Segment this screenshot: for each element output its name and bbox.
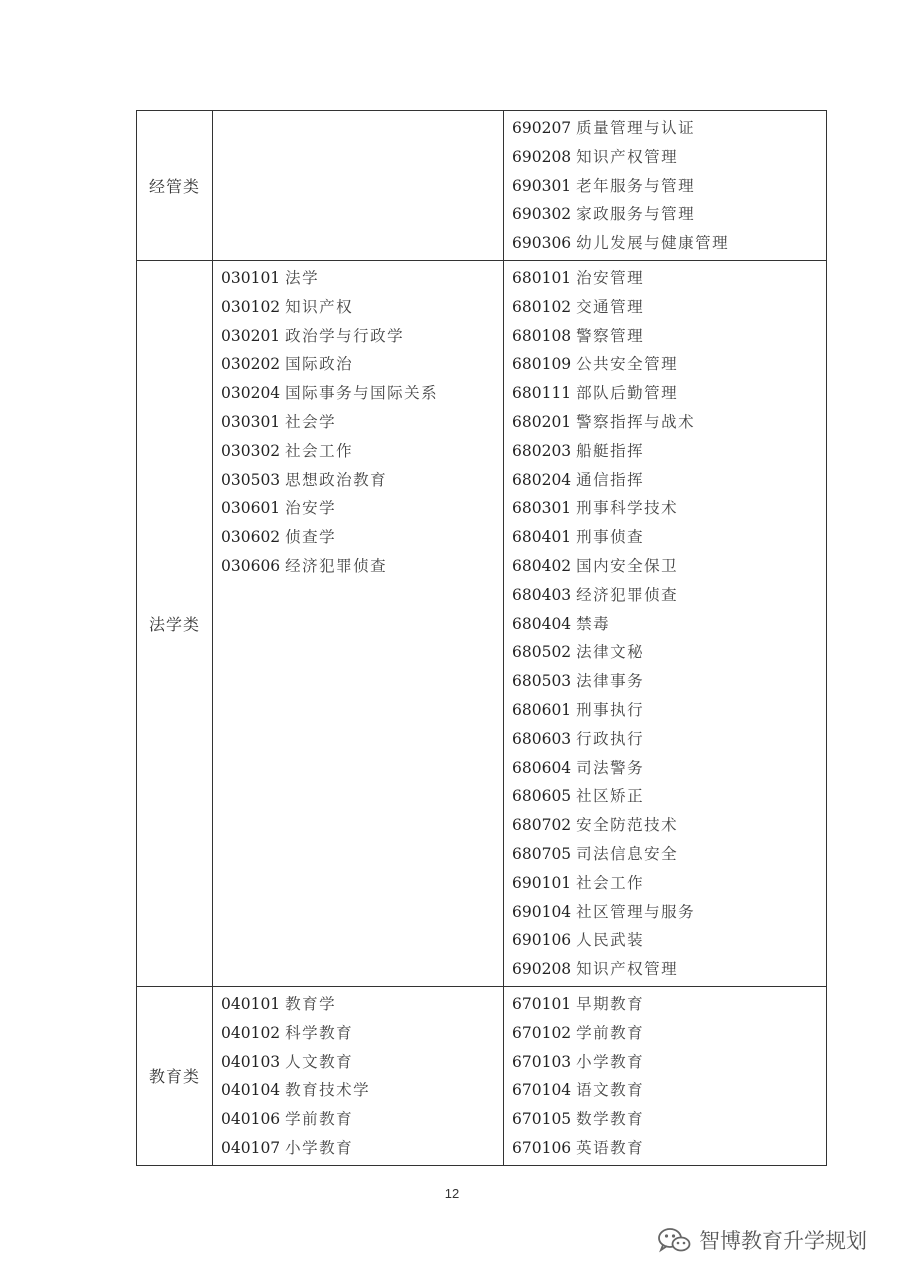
major-code: 680403 bbox=[512, 585, 572, 604]
major-code: 690106 bbox=[512, 931, 572, 950]
major-item bbox=[213, 466, 503, 495]
major-name: 部队后勤管理 bbox=[576, 384, 679, 403]
major-name: 交通管理 bbox=[576, 297, 645, 316]
major-code: 030302 bbox=[221, 441, 281, 460]
major-code: 670102 bbox=[512, 1023, 572, 1042]
watermark bbox=[655, 1224, 867, 1256]
major-name: 人民武装 bbox=[576, 931, 645, 950]
major-item bbox=[504, 408, 826, 437]
major-item bbox=[213, 523, 503, 552]
major-item bbox=[504, 754, 826, 783]
major-code: 670101 bbox=[512, 994, 572, 1013]
major-name: 社会工作 bbox=[576, 873, 645, 892]
major-item bbox=[504, 1076, 826, 1105]
major-name: 教育技术学 bbox=[285, 1081, 371, 1100]
major-code: 690208 bbox=[512, 960, 572, 979]
major-name: 政治学与行政学 bbox=[285, 326, 405, 345]
major-code: 030503 bbox=[221, 470, 281, 489]
major-name: 社会学 bbox=[285, 412, 337, 431]
major-item bbox=[213, 1134, 503, 1163]
major-item bbox=[504, 898, 826, 927]
major-code: 680204 bbox=[512, 470, 572, 489]
major-item bbox=[213, 322, 503, 351]
major-item bbox=[504, 782, 826, 811]
major-code: 680111 bbox=[512, 384, 572, 403]
undergraduate-major-list bbox=[213, 260, 504, 986]
major-code: 680108 bbox=[512, 326, 572, 345]
major-code: 680702 bbox=[512, 816, 572, 835]
major-name: 语文教育 bbox=[576, 1081, 645, 1100]
major-name: 社区矫正 bbox=[576, 787, 645, 806]
table-row bbox=[137, 260, 827, 986]
major-name: 经济犯罪侦查 bbox=[285, 556, 388, 575]
major-item bbox=[213, 379, 503, 408]
major-item bbox=[504, 840, 826, 869]
table-body bbox=[137, 111, 827, 1166]
major-item bbox=[504, 638, 826, 667]
major-name: 质量管理与认证 bbox=[576, 119, 696, 137]
major-name: 船艇指挥 bbox=[576, 441, 645, 460]
major-code: 040107 bbox=[221, 1138, 281, 1157]
major-item bbox=[504, 379, 826, 408]
major-code: 690208 bbox=[512, 147, 572, 166]
major-name: 早期教育 bbox=[576, 994, 645, 1013]
major-item bbox=[504, 811, 826, 840]
major-name: 法律事务 bbox=[576, 672, 645, 691]
major-name: 警察指挥与战术 bbox=[576, 412, 696, 431]
major-item bbox=[504, 114, 826, 143]
major-item bbox=[504, 1048, 826, 1077]
major-code: 680402 bbox=[512, 556, 572, 575]
major-code: 690104 bbox=[512, 902, 572, 921]
major-name: 学前教育 bbox=[285, 1110, 354, 1129]
major-name: 国内安全保卫 bbox=[576, 556, 679, 575]
major-item bbox=[504, 1134, 826, 1163]
major-code: 030602 bbox=[221, 528, 281, 547]
major-code: 030601 bbox=[221, 499, 281, 518]
major-item bbox=[213, 437, 503, 466]
major-code: 030301 bbox=[221, 412, 281, 431]
category-cell: 法学类 bbox=[137, 260, 213, 986]
major-code: 690302 bbox=[512, 205, 572, 224]
major-item bbox=[213, 1105, 503, 1134]
major-item bbox=[504, 350, 826, 379]
majors-table bbox=[136, 110, 827, 1166]
major-code: 680503 bbox=[512, 672, 572, 691]
major-code: 680604 bbox=[512, 758, 572, 777]
major-item bbox=[213, 350, 503, 379]
major-name: 知识产权管理 bbox=[576, 147, 679, 166]
major-name: 法学 bbox=[285, 268, 320, 287]
major-name: 禁毒 bbox=[576, 614, 611, 633]
major-name: 司法警务 bbox=[576, 758, 645, 777]
page-number: 12 bbox=[444, 1186, 460, 1201]
major-name: 法律文秘 bbox=[576, 643, 645, 662]
major-item bbox=[504, 581, 826, 610]
category-cell: 教育类 bbox=[137, 986, 213, 1165]
major-code: 680605 bbox=[512, 787, 572, 806]
major-name: 通信指挥 bbox=[576, 470, 645, 489]
major-name: 社区管理与服务 bbox=[576, 902, 696, 921]
major-item bbox=[213, 494, 503, 523]
major-name: 社会工作 bbox=[285, 441, 354, 460]
major-item bbox=[504, 926, 826, 955]
major-name: 司法信息安全 bbox=[576, 844, 679, 863]
major-name: 侦查学 bbox=[285, 528, 337, 547]
major-name: 警察管理 bbox=[576, 326, 645, 345]
major-item bbox=[213, 1019, 503, 1048]
major-code: 680301 bbox=[512, 499, 572, 518]
major-code: 680109 bbox=[512, 355, 572, 374]
major-item bbox=[504, 696, 826, 725]
major-code: 690101 bbox=[512, 873, 572, 892]
major-code: 680601 bbox=[512, 700, 572, 719]
major-code: 030101 bbox=[221, 268, 281, 287]
major-item bbox=[504, 143, 826, 172]
major-item bbox=[213, 552, 503, 581]
major-item bbox=[504, 322, 826, 351]
major-item bbox=[504, 523, 826, 552]
major-name: 思想政治教育 bbox=[285, 470, 388, 489]
major-item bbox=[213, 1048, 503, 1077]
major-code: 690301 bbox=[512, 176, 572, 195]
major-name: 知识产权 bbox=[285, 297, 354, 316]
major-name: 家政服务与管理 bbox=[576, 205, 696, 224]
major-item bbox=[504, 172, 826, 201]
major-code: 670103 bbox=[512, 1052, 572, 1071]
major-item bbox=[504, 293, 826, 322]
major-item bbox=[504, 725, 826, 754]
major-item bbox=[504, 869, 826, 898]
major-code: 030204 bbox=[221, 384, 281, 403]
vocational-major-list bbox=[504, 260, 827, 986]
major-name: 老年服务与管理 bbox=[576, 176, 696, 195]
major-name: 小学教育 bbox=[576, 1052, 645, 1071]
major-code: 030201 bbox=[221, 326, 281, 345]
major-name: 人文教育 bbox=[285, 1052, 354, 1071]
major-item bbox=[504, 955, 826, 984]
watermark-text: 智博教育升学规划 bbox=[699, 1229, 867, 1253]
major-code: 680502 bbox=[512, 643, 572, 662]
major-name: 小学教育 bbox=[285, 1138, 354, 1157]
major-item bbox=[504, 667, 826, 696]
major-code: 030606 bbox=[221, 556, 281, 575]
major-code: 680401 bbox=[512, 528, 572, 547]
major-item bbox=[213, 408, 503, 437]
vocational-major-list bbox=[504, 986, 827, 1165]
major-name: 安全防范技术 bbox=[576, 816, 679, 835]
major-name: 刑事科学技术 bbox=[576, 499, 679, 518]
major-code: 040101 bbox=[221, 994, 281, 1013]
major-name: 行政执行 bbox=[576, 729, 645, 748]
table-row bbox=[137, 111, 827, 261]
major-name: 公共安全管理 bbox=[576, 355, 679, 374]
major-name: 治安学 bbox=[285, 499, 337, 518]
major-name: 知识产权管理 bbox=[576, 960, 679, 979]
major-item bbox=[504, 466, 826, 495]
major-name: 数学教育 bbox=[576, 1110, 645, 1129]
table-row bbox=[137, 986, 827, 1165]
major-name: 刑事执行 bbox=[576, 700, 645, 719]
wechat-icon bbox=[655, 1225, 693, 1255]
major-item bbox=[504, 264, 826, 293]
major-code: 040106 bbox=[221, 1110, 281, 1129]
vocational-major-list bbox=[504, 111, 827, 261]
major-code: 670106 bbox=[512, 1138, 572, 1157]
major-item bbox=[504, 1105, 826, 1134]
major-item bbox=[504, 200, 826, 229]
category-cell: 经管类 bbox=[137, 111, 213, 261]
major-code: 690207 bbox=[512, 119, 572, 137]
major-item bbox=[213, 264, 503, 293]
major-name: 教育学 bbox=[285, 994, 337, 1013]
major-name: 经济犯罪侦查 bbox=[576, 585, 679, 604]
major-code: 030202 bbox=[221, 355, 281, 374]
major-item bbox=[504, 494, 826, 523]
major-code: 680404 bbox=[512, 614, 572, 633]
major-item bbox=[213, 1076, 503, 1105]
major-code: 680101 bbox=[512, 268, 572, 287]
major-code: 670105 bbox=[512, 1110, 572, 1129]
major-name: 刑事侦查 bbox=[576, 528, 645, 547]
major-code: 670104 bbox=[512, 1081, 572, 1100]
major-name: 国际政治 bbox=[285, 355, 354, 374]
major-item bbox=[504, 610, 826, 639]
major-item bbox=[504, 437, 826, 466]
major-code: 040102 bbox=[221, 1023, 281, 1042]
major-code: 680203 bbox=[512, 441, 572, 460]
major-item bbox=[213, 990, 503, 1019]
major-name: 学前教育 bbox=[576, 1023, 645, 1042]
major-code: 680201 bbox=[512, 412, 572, 431]
major-item bbox=[504, 1019, 826, 1048]
major-code: 040104 bbox=[221, 1081, 281, 1100]
major-name: 英语教育 bbox=[576, 1138, 645, 1157]
major-code: 680102 bbox=[512, 297, 572, 316]
major-name: 治安管理 bbox=[576, 268, 645, 287]
major-item bbox=[504, 229, 826, 258]
major-name: 幼儿发展与健康管理 bbox=[576, 234, 730, 253]
major-item bbox=[504, 990, 826, 1019]
major-code: 680603 bbox=[512, 729, 572, 748]
major-item bbox=[213, 293, 503, 322]
major-code: 040103 bbox=[221, 1052, 281, 1071]
major-name: 科学教育 bbox=[285, 1023, 354, 1042]
major-code: 690306 bbox=[512, 234, 572, 253]
major-name: 国际事务与国际关系 bbox=[285, 384, 439, 403]
major-code: 030102 bbox=[221, 297, 281, 316]
major-item bbox=[504, 552, 826, 581]
undergraduate-major-list bbox=[213, 111, 504, 261]
undergraduate-major-list bbox=[213, 986, 504, 1165]
major-code: 680705 bbox=[512, 844, 572, 863]
